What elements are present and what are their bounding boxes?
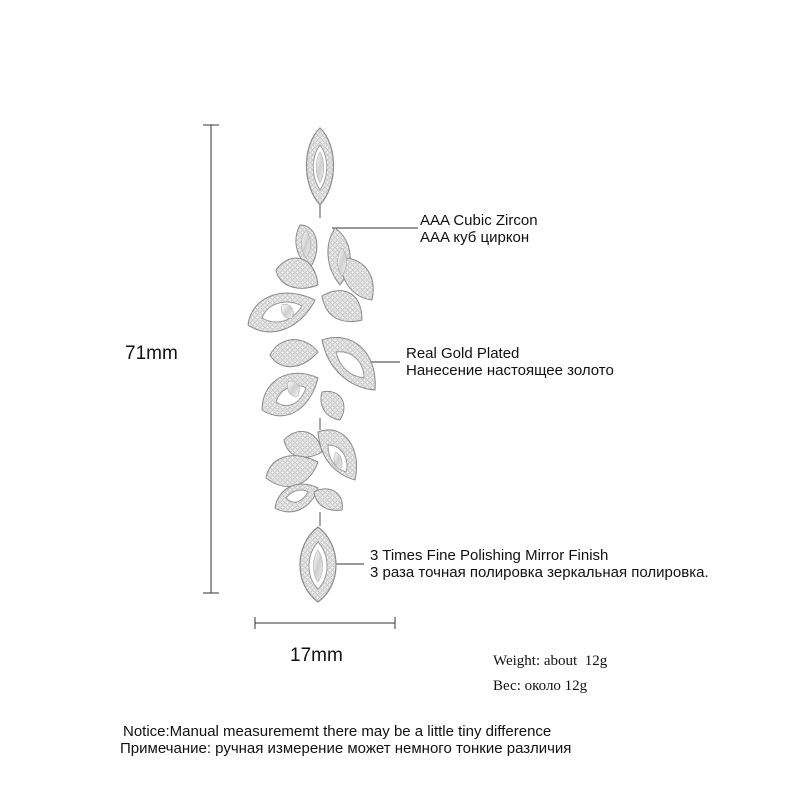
width-label: 17mm — [290, 645, 343, 666]
notice-en: Notice:Manual measurememt there may be a little tiny difference — [123, 723, 552, 740]
weight-ru: Вес: около 12g — [493, 678, 588, 694]
callout-cubic-zircon — [420, 212, 538, 246]
callout-zircon-ru: AAA куб циркон — [420, 229, 530, 246]
upper-leaf-cluster — [248, 225, 373, 332]
callout-mirror-finish — [370, 547, 709, 581]
callout-polish-en: 3 Times Fine Polishing Mirror Finish — [370, 547, 609, 564]
top-marquise-element — [307, 128, 334, 205]
lower-leaf-cluster — [266, 430, 357, 512]
callout-polish-ru: 3 раза точная полировка зеркальная полировка. — [370, 564, 709, 581]
height-label: 71mm — [125, 343, 178, 364]
notice-ru: Примечание: ручная измерение может немного тонкие различия — [120, 740, 572, 757]
middle-leaf-cluster — [262, 337, 375, 420]
callout-gold-en: Real Gold Plated — [406, 345, 520, 362]
callout-zircon-en: AAA Cubic Zircon — [420, 212, 538, 229]
callout-gold-ru: Нанесение настоящее золото — [406, 362, 614, 379]
callout-gold-plated — [406, 345, 614, 379]
bottom-marquise-element — [300, 527, 336, 602]
weight-en: Weight: about 12g — [493, 653, 608, 669]
